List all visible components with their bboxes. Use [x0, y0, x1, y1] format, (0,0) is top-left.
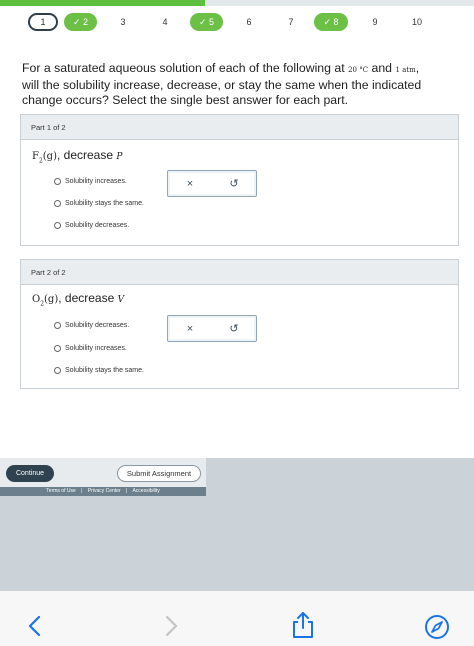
footer-action-bar	[0, 458, 206, 495]
radio-icon[interactable]	[54, 367, 61, 374]
footer-links	[0, 487, 206, 496]
option-label: Solubility stays the same.	[65, 200, 144, 207]
question-7-button[interactable]: 7	[276, 13, 306, 31]
part-1-option-2[interactable]	[54, 200, 144, 207]
clear-icon[interactable]: ×	[186, 177, 194, 190]
option-label: Solubility stays the same.	[65, 367, 144, 374]
question-10-button[interactable]: 10	[402, 13, 432, 31]
option-label: Solubility increases.	[65, 178, 127, 185]
part-1-option-3[interactable]	[54, 222, 129, 229]
link-separator: |	[126, 488, 128, 494]
part-1-header: Part 1 of 2	[21, 115, 458, 140]
chem-species: O	[32, 294, 41, 305]
question-8-button[interactable]: ✓ 8	[314, 13, 348, 31]
radio-icon[interactable]	[54, 200, 61, 207]
part-2-answer-tools	[167, 315, 257, 342]
chem-state: (g)	[44, 294, 59, 305]
radio-icon[interactable]	[54, 178, 61, 185]
option-label: Solubility decreases.	[65, 222, 130, 229]
chem-species: F	[32, 151, 39, 162]
part-1-formula	[32, 148, 122, 164]
question-4-button[interactable]: 4	[150, 13, 180, 31]
part-2-panel	[20, 259, 459, 389]
question-line-3: change occurs? Select the single best answer for each part.	[22, 93, 349, 107]
chem-subscript: 2	[38, 157, 43, 165]
chem-state: (g)	[42, 151, 57, 162]
submit-assignment-button[interactable]: Submit Assignment	[117, 465, 201, 482]
chem-subscript: 2	[40, 300, 45, 308]
browser-toolbar	[0, 591, 474, 646]
option-label: Solubility decreases.	[65, 322, 130, 329]
undo-icon[interactable]: ↺	[229, 178, 239, 190]
privacy-link[interactable]: Privacy Center	[87, 488, 121, 494]
question-line-1c: ,	[415, 61, 420, 75]
formula-action: , decrease	[58, 291, 118, 305]
question-line-1b: and	[368, 61, 396, 75]
temperature-value: 20 °C	[348, 66, 369, 74]
footer-area	[0, 458, 474, 591]
accessibility-link[interactable]: Accessibility	[132, 488, 160, 494]
question-line-2: will the solubility increase, decrease, or stay the same when the indicated	[22, 78, 422, 92]
share-icon[interactable]	[290, 611, 316, 639]
part-2-option-3[interactable]	[54, 367, 144, 374]
question-6-button[interactable]: 6	[234, 13, 264, 31]
part-1-panel	[20, 114, 459, 246]
link-separator: |	[81, 488, 83, 494]
back-icon[interactable]	[27, 615, 43, 637]
terms-link[interactable]: Terms of Use	[46, 488, 76, 494]
forward-icon[interactable]	[163, 615, 179, 637]
question-1-button[interactable]: 1	[28, 13, 58, 31]
question-5-button[interactable]: ✓ 5	[190, 13, 223, 31]
question-2-button[interactable]: ✓ 2	[64, 13, 97, 31]
question-9-button[interactable]: 9	[360, 13, 390, 31]
formula-action: , decrease	[57, 148, 117, 162]
part-1-option-1[interactable]	[54, 178, 127, 185]
part-1-answer-tools	[167, 170, 257, 197]
option-label: Solubility increases.	[65, 345, 127, 352]
part-2-formula	[32, 291, 124, 307]
question-line-1a: For a saturated aqueous solution of each of the following at	[22, 61, 349, 75]
part-2-header: Part 2 of 2	[21, 260, 458, 285]
undo-icon[interactable]: ↺	[229, 323, 239, 335]
clear-icon[interactable]: ×	[186, 322, 194, 335]
progress-fill	[0, 0, 205, 6]
question-text	[22, 61, 454, 108]
formula-variable: P	[116, 152, 123, 162]
radio-icon[interactable]	[54, 222, 61, 229]
compass-icon[interactable]	[424, 614, 450, 640]
continue-button[interactable]: Continue	[6, 465, 54, 482]
question-3-button[interactable]: 3	[108, 13, 138, 31]
pressure-value: 1 atm	[395, 66, 416, 74]
part-2-option-1[interactable]	[54, 322, 129, 329]
radio-icon[interactable]	[54, 345, 61, 352]
part-2-option-2[interactable]	[54, 345, 127, 352]
question-navigation-bar	[0, 0, 474, 40]
formula-variable: V	[117, 295, 125, 305]
radio-icon[interactable]	[54, 322, 61, 329]
progress-track	[0, 0, 474, 6]
